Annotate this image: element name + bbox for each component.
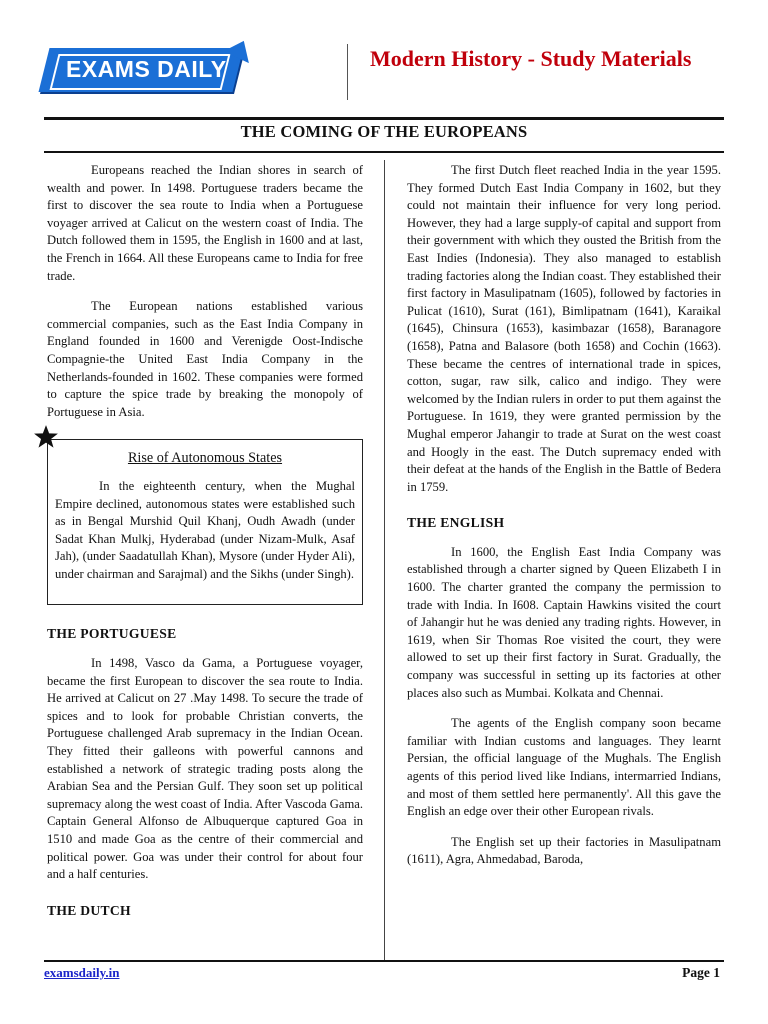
section-heading-portuguese: THE PORTUGUESE — [47, 626, 177, 642]
exams-daily-logo[interactable] — [44, 40, 244, 96]
title-rule-bottom — [44, 151, 724, 153]
footer-site-link[interactable]: examsdaily.in — [44, 965, 120, 980]
autonomous-states-box — [47, 439, 363, 605]
english-paragraph-2: The agents of the English company soon became familiar with Indian customs and languages. They learnt Persian, the official language of the Mughals. The English agents of this period lived like Indians, intermarried Indians, and most of them settled here permanently'. All this gave the English an edge over their other European rivals. — [407, 716, 721, 819]
english-paragraph-3: The English set up their factories in Masulipatnam (1611), Agra, Ahmedabad, Baroda, — [407, 834, 721, 867]
logo-text: EXAMS DAILY — [66, 56, 227, 82]
header-divider — [347, 44, 348, 100]
left-column — [47, 162, 363, 931]
right-column — [407, 162, 721, 882]
dutch-paragraph: The first Dutch fleet reached India in the year 1595. They formed Dutch East India Company in 1602, but they could not maintain their influence for very long period. However, they had a large supply-of capital and support from their government with which they ousted the British from the East Indies (Indonesia). They also managed to establish trading factories along the Indian coast. They established their first factory in Masulipatnam (1605), followed by factories in Pulicat (1610), Surat (161), Bimlipatnam (1641), Karaikal (1645), Chinsura (1653), kasimbazar (1658), Baranagore (1658), Patna and Balasore (both 1658) and Cochin (1663). These became the centres of international trade in spices, cotton, sugar, raw silk, calico and indigo. They were welcomed by the Indian rulers in order to put them against the Portuguese. In 1619, they were granted permission by the Mughal emperor Jahangir to trade at Surat on the west coast and Hoogly in the east. The Dutch supremacy ended with their defeat at the hands of the English in the Battle of Bedera in 1759. — [407, 163, 721, 494]
title-rule-top — [44, 117, 724, 120]
chapter-title: THE COMING OF THE EUROPEANS — [240, 122, 528, 141]
section-heading-english: THE ENGLISH — [407, 515, 505, 531]
page-header — [0, 0, 768, 110]
page-number: Page 1 — [682, 965, 720, 980]
column-divider — [384, 160, 385, 960]
box-body: In the eighteenth century, when the Mughal Empire declined, autonomous states were established such as in Bengal Murshid Quil Khanj, Oudh Awadh (under Sadat Khan Mulkj, Hyderabad (under Nizam-Mulk, Asaf Jah), (under Saadatullah Khan), Mysore (under Hyder Ali), under chairman and Sarajmal) and the Sikhs (under Singh). — [55, 478, 355, 581]
footer-rule — [44, 960, 724, 962]
star-icon — [33, 424, 59, 450]
section-heading-dutch: THE DUTCH — [47, 902, 131, 918]
english-paragraph-1: In 1600, the English East India Company was established through a charter signed by Queen Elizabeth I in 1600. The charter granted the company the permission to trade with India. In I608. Captain Hawkins visited the court of Jahangir hut he was denied any trading rights. However, in 1619, when Sir Thomas Roe visited the court, they were allowed to set up their first factory in Surat. Gradually, the company was successful in setting up its factories at other places also such as Mumbai. Kolkata and Chennai. — [407, 544, 721, 700]
companies-paragraph: The European nations established various commercial companies, such as the East India Company in England founded in 1600 and Verenigde Oost-Indische Compagnie-the United East India Company in the Netherlands-founded in 1602. These companies were formed to capture the spice trade by breaking the monopoly of Portuguese in Asia. — [47, 299, 363, 419]
portuguese-paragraph: In 1498, Vasco da Gama, a Portuguese voyager, became the first European to discover the sea route to India. He arrived at Calicut on 27 .May 1498. To secure the trade of spices and to look for probable Christian converts, the Portuguese challenged Arab supremacy in the Indian Ocean. They fitted their galleons with powerful cannons and established a network of strategic trading posts along the Arabian Sea and the Persian Gulf. They soon set up political supremacy along the west coast of India. After Vascoda Gama. Captain General Alfonso de Albuquerque captured Goa in 1510 and made Goa as the centre of their commercial and political power. Goa was under their control for about four and a half centuries. — [47, 656, 363, 882]
box-title: Rise of Autonomous States — [127, 450, 283, 467]
intro-paragraph: Europeans reached the Indian shores in search of wealth and power. In 1498. Portuguese traders became the first to discover the sea route to India when a Portuguese voyager arrived at Calicut on the western coast of India. The Dutch followed them in 1595, the English in 1600 and at last, the French in 1664. All these Europeans came to India for free trade. — [47, 163, 363, 283]
document-title: Modern History - Study Materials — [370, 46, 692, 71]
